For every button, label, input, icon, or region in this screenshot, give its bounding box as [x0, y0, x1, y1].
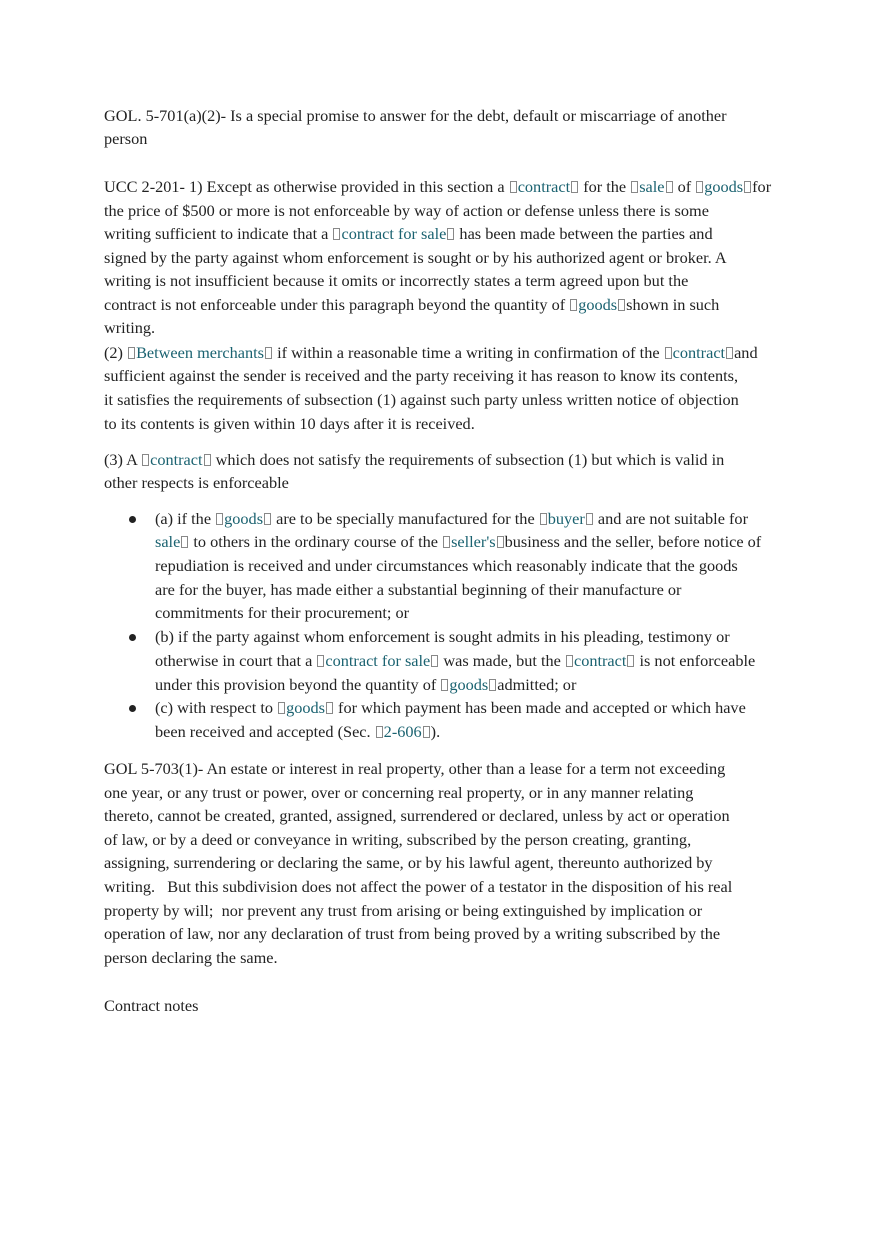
missing-glyph-box-icon — [510, 181, 517, 193]
text-run: it satisfies the requirements of subsection (1) against such party unless written notice of objection — [104, 390, 739, 409]
text-run: to its contents is given within 10 days after it is received. — [104, 414, 475, 433]
missing-glyph-box-icon — [627, 655, 634, 667]
text-run: was made, but the — [439, 651, 565, 670]
text-line — [104, 129, 147, 149]
text-line — [104, 318, 155, 338]
missing-glyph-box-icon — [665, 347, 672, 359]
text-run: of — [673, 177, 696, 196]
text-line — [155, 580, 681, 600]
text-run: GOL. 5-701(a)(2)- Is a special promise to answer for the debt, default or miscarriage of another — [104, 106, 727, 125]
text-line — [155, 532, 761, 552]
text-line — [155, 627, 730, 647]
text-run: GOL 5-703(1)- An estate or interest in real property, other than a lease for a term not exceeding — [104, 759, 726, 778]
text-run: under this provision beyond the quantity of — [155, 675, 441, 694]
missing-glyph-box-icon — [540, 513, 547, 525]
term-link[interactable]: goods — [449, 675, 489, 694]
term-link[interactable]: contract — [150, 450, 203, 469]
text-line — [104, 271, 688, 291]
text-run: (c) with respect to — [155, 698, 278, 717]
missing-glyph-box-icon — [423, 726, 430, 738]
missing-glyph-box-icon — [181, 536, 188, 548]
text-line — [104, 177, 771, 197]
text-line — [104, 830, 691, 850]
term-link[interactable]: contract — [573, 651, 627, 670]
term-link[interactable]: goods — [286, 698, 325, 717]
text-run: writing. But this subdivision does not affect the power of a testator in the disposition of his real — [104, 877, 733, 896]
text-line — [104, 224, 713, 244]
text-line — [104, 473, 289, 493]
text-run: the price of $500 or more is not enforceable by way of action or defense unless there is some — [104, 201, 709, 220]
missing-glyph-box-icon — [265, 347, 272, 359]
missing-glyph-box-icon — [447, 228, 454, 240]
text-line — [104, 924, 720, 944]
text-run: operation of law, nor any declaration of trust from being proved by a writing subscribed by the — [104, 924, 721, 943]
text-run: thereto, cannot be created, granted, assigned, surrendered or declared, unless by act or operation — [104, 806, 730, 825]
term-link[interactable]: sale — [155, 532, 181, 551]
missing-glyph-box-icon — [696, 181, 703, 193]
text-run: (b) if the party against whom enforcement is sought admits in his pleading, testimony or — [155, 627, 730, 646]
text-run: writing sufficient to indicate that a — [104, 224, 333, 243]
text-line — [104, 759, 725, 779]
text-run: writing. — [104, 318, 156, 337]
text-line — [104, 390, 739, 410]
text-run: admitted; or — [497, 675, 577, 694]
text-run: (3) A — [104, 450, 142, 469]
missing-glyph-box-icon — [443, 536, 450, 548]
missing-glyph-box-icon — [566, 655, 573, 667]
text-run: writing is not insufficient because it omits or incorrectly states a term agreed upon but the — [104, 271, 689, 290]
text-line — [104, 901, 702, 921]
text-run: business and the seller, before notice of — [504, 532, 762, 551]
text-line — [104, 853, 713, 873]
text-run: been received and accepted (Sec. — [155, 722, 375, 741]
text-line — [104, 248, 727, 268]
missing-glyph-box-icon — [326, 702, 333, 714]
text-run: (2) — [104, 343, 128, 362]
missing-glyph-box-icon — [128, 347, 135, 359]
text-run: if within a reasonable time a writing in confirmation of the — [273, 343, 664, 362]
text-run: and — [734, 343, 758, 362]
text-line — [104, 450, 724, 470]
text-run: to others in the ordinary course of the — [189, 532, 443, 551]
text-line — [155, 675, 576, 695]
text-run: assigning, surrendering or declaring the same, or by his lawful agent, thereunto authorized by — [104, 853, 713, 872]
text-run: otherwise in court that a — [155, 651, 317, 670]
text-run: is not enforceable — [635, 651, 756, 670]
text-run: commitments for their procurement; or — [155, 603, 410, 622]
text-line — [104, 996, 199, 1016]
text-run: sufficient against the sender is received and the party receiving it has reason to know its contents, — [104, 366, 739, 385]
text-line — [104, 877, 732, 897]
term-link[interactable]: buyer — [547, 509, 585, 528]
missing-glyph-box-icon — [497, 536, 504, 548]
term-link[interactable]: seller's — [451, 532, 496, 551]
text-run: ). — [430, 722, 441, 741]
text-run: are to be specially manufactured for the — [272, 509, 539, 528]
missing-glyph-box-icon — [142, 454, 149, 466]
term-link[interactable]: contract — [517, 177, 571, 196]
text-run: signed by the party against whom enforcement is sought or by his authorized agent or broker. A — [104, 248, 727, 267]
term-link[interactable]: contract for sale — [325, 651, 431, 670]
text-run: one year, or any trust or power, over or concerning real property, or in any manner relating — [104, 783, 694, 802]
missing-glyph-box-icon — [441, 679, 448, 691]
missing-glyph-box-icon — [618, 299, 625, 311]
text-line — [104, 343, 758, 363]
text-line — [104, 783, 693, 803]
text-run: repudiation is received and under circumstances which reasonably indicate that the goods — [155, 556, 738, 575]
text-run: of law, or by a deed or conveyance in writing, subscribed by the person creating, granting, — [104, 830, 692, 849]
text-run: for which payment has been made and accepted or which have — [333, 698, 746, 717]
text-line — [155, 556, 738, 576]
bullet-icon — [129, 634, 136, 641]
missing-glyph-box-icon — [317, 655, 324, 667]
text-run: contract is not enforceable under this paragraph beyond the quantity of — [104, 295, 570, 314]
text-run: UCC 2-201- 1) Except as otherwise provided in this section a — [104, 177, 509, 196]
missing-glyph-box-icon — [571, 181, 578, 193]
bullet-icon — [129, 705, 136, 712]
term-link[interactable]: goods — [704, 177, 744, 196]
missing-glyph-box-icon — [333, 228, 340, 240]
text-run: other respects is enforceable — [104, 473, 289, 492]
text-line — [104, 806, 730, 826]
missing-glyph-box-icon — [586, 513, 593, 525]
term-link[interactable]: contract — [672, 343, 726, 362]
term-link[interactable]: Between merchants — [136, 343, 264, 362]
missing-glyph-box-icon — [570, 299, 577, 311]
text-run: person declaring the same. — [104, 948, 278, 967]
text-run: for the — [579, 177, 631, 196]
missing-glyph-box-icon — [204, 454, 211, 466]
term-link[interactable]: goods — [224, 509, 264, 528]
missing-glyph-box-icon — [264, 513, 271, 525]
text-line — [155, 509, 748, 529]
missing-glyph-box-icon — [376, 726, 383, 738]
missing-glyph-box-icon — [489, 679, 496, 691]
text-run: shown in such — [626, 295, 720, 314]
text-run: for — [752, 177, 772, 196]
term-link[interactable]: contract for sale — [341, 224, 447, 243]
text-run: property by will; nor prevent any trust from arising or being extinguished by implication or — [104, 901, 703, 920]
term-link[interactable]: sale — [639, 177, 665, 196]
term-link[interactable]: goods — [578, 295, 618, 314]
missing-glyph-box-icon — [216, 513, 223, 525]
missing-glyph-box-icon — [431, 655, 438, 667]
missing-glyph-box-icon — [726, 347, 733, 359]
text-line — [155, 722, 440, 742]
text-run: has been made between the parties and — [455, 224, 713, 243]
text-line — [104, 106, 727, 126]
text-run: and are not suitable for — [593, 509, 748, 528]
missing-glyph-box-icon — [631, 181, 638, 193]
bullet-icon — [129, 516, 136, 523]
text-line — [104, 948, 278, 968]
text-line — [104, 414, 475, 434]
text-run: person — [104, 129, 148, 148]
text-run: Contract notes — [104, 996, 199, 1015]
missing-glyph-box-icon — [744, 181, 751, 193]
text-run: (a) if the — [155, 509, 216, 528]
text-line — [155, 698, 746, 718]
text-run: which does not satisfy the requirements of subsection (1) but which is valid in — [211, 450, 725, 469]
text-line — [104, 366, 738, 386]
term-link[interactable]: 2-606 — [383, 722, 422, 741]
text-line — [155, 651, 755, 671]
missing-glyph-box-icon — [666, 181, 673, 193]
missing-glyph-box-icon — [278, 702, 285, 714]
text-line — [104, 201, 709, 221]
text-line — [104, 295, 719, 315]
text-run: are for the buyer, has made either a substantial beginning of their manufacture or — [155, 580, 682, 599]
text-line — [155, 603, 409, 623]
